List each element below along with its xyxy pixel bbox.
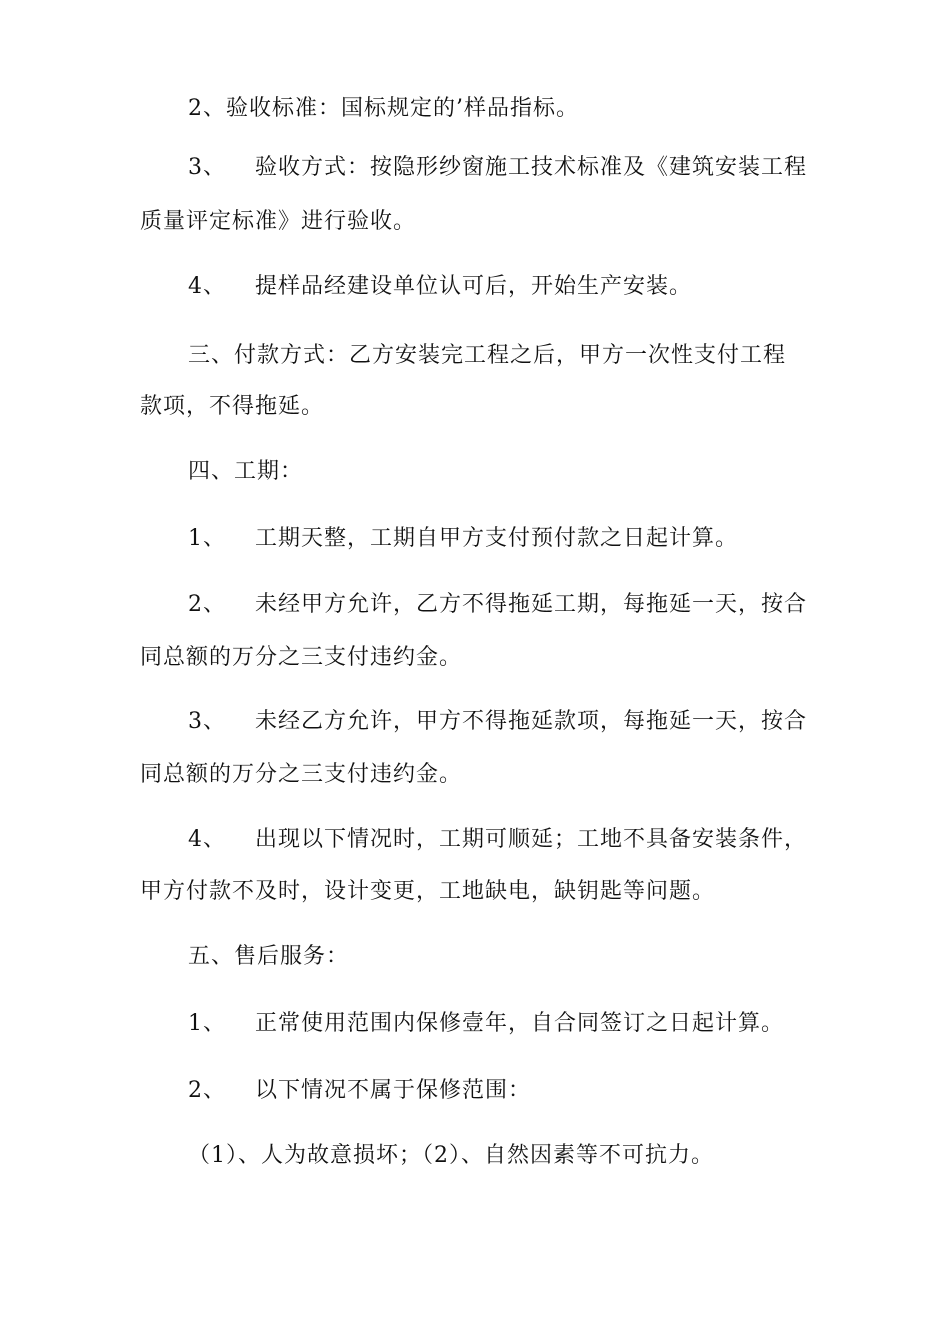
item-number: 3、 <box>188 155 226 180</box>
line-text: 以下情况不属于保修范围： <box>255 1078 532 1103</box>
line-text: 工期天整，工期自甲方支付预付款之日起计算。 <box>255 526 739 551</box>
item-number: 2、 <box>188 1078 226 1103</box>
clause-extension <box>188 825 807 855</box>
line-text: 提样品经建设单位认可后，开始生产安装。 <box>255 274 693 299</box>
clause-warranty-exclusions <box>188 1076 531 1106</box>
line-text: 正常使用范围内保修壹年，自合同签订之日起计算。 <box>255 1011 785 1036</box>
clause-acceptance-method <box>188 153 807 183</box>
clause-exclusion-list <box>188 1141 714 1171</box>
section-heading-schedule <box>188 457 303 487</box>
clause-schedule-start <box>188 524 738 554</box>
item-number: 3、 <box>188 709 226 734</box>
line-text: 质量评定标准》进行验收。 <box>140 209 417 234</box>
line-text: 未经甲方允许，乙方不得拖延工期，每拖延一天，按合 <box>255 592 808 617</box>
item-number: 4、 <box>188 827 226 852</box>
clause-acceptance-method-cont <box>140 207 416 237</box>
clause-party-b-delay <box>188 590 807 620</box>
line-text: 出现以下情况时，工期可顺延；工地不具备安装条件， <box>255 827 808 852</box>
clause-acceptance-standard <box>188 94 579 124</box>
line-text: 同总额的万分之三支付违约金。 <box>140 762 463 787</box>
line-text: 五、售后服务： <box>188 944 350 969</box>
section-payment <box>188 341 786 371</box>
clause-warranty-period <box>188 1009 784 1039</box>
clause-extension-cont <box>140 877 715 907</box>
section-payment-cont <box>140 392 324 422</box>
item-number: 1、 <box>188 1011 226 1036</box>
line-text: 同总额的万分之三支付违约金。 <box>140 645 463 670</box>
item-number: 1、 <box>188 526 226 551</box>
line-text: 2、验收标准：国标规定的’样品指标。 <box>188 96 579 121</box>
line-text: 四、工期： <box>188 459 304 484</box>
line-text: 未经乙方允许，甲方不得拖延款项，每拖延一天，按合 <box>255 709 808 734</box>
clause-party-a-delay-cont <box>140 760 462 790</box>
item-number: 4、 <box>188 274 226 299</box>
line-text: 验收方式：按隐形纱窗施工技术标准及《建筑安装工程 <box>255 155 808 180</box>
item-number: 2、 <box>188 592 226 617</box>
clause-party-a-delay <box>188 707 807 737</box>
line-text: 三、付款方式：乙方安装完工程之后，甲方一次性支付工程 <box>188 343 787 368</box>
clause-sample-approval <box>188 272 692 302</box>
section-heading-after-sales <box>188 942 349 972</box>
line-text: 甲方付款不及时，设计变更，工地缺电，缺钥匙等问题。 <box>140 879 716 904</box>
line-text: 款项，不得拖延。 <box>140 394 325 419</box>
clause-party-b-delay-cont <box>140 643 462 673</box>
line-text: （1）、人为故意损坏；（2）、自然因素等不可抗力。 <box>188 1143 714 1168</box>
